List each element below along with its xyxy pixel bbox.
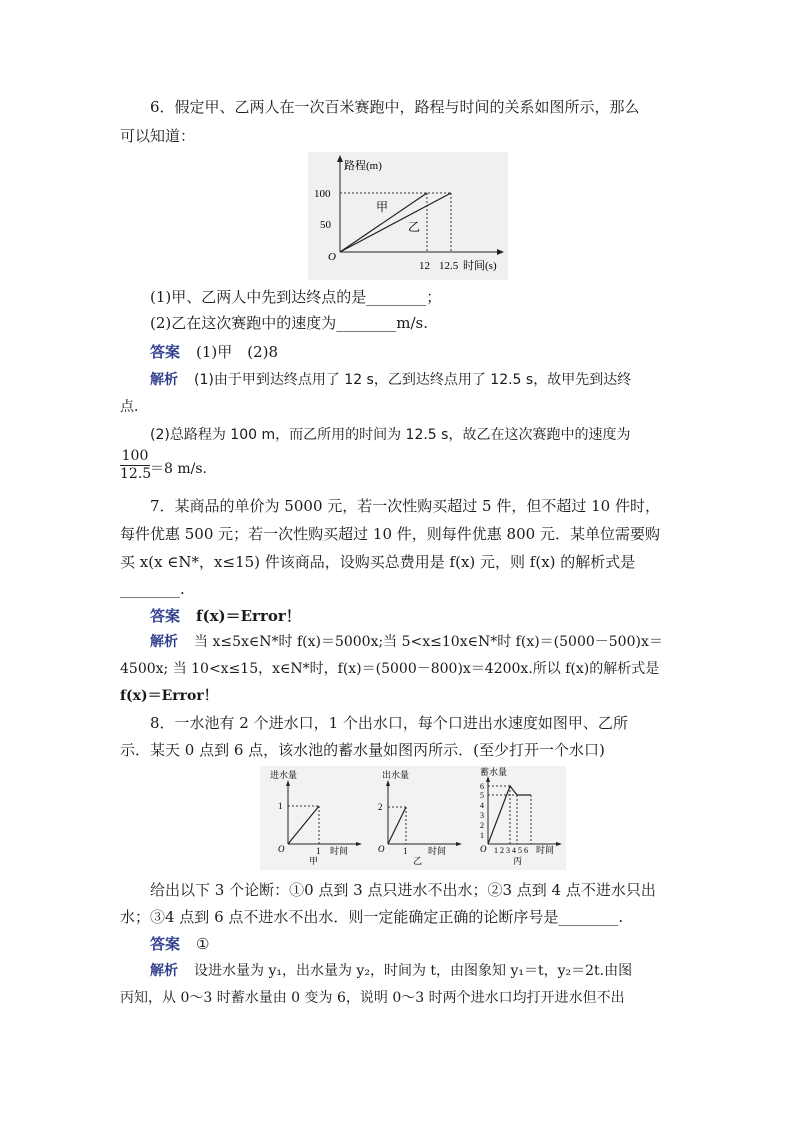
q6-analysis-row1 <box>150 370 631 390</box>
q6-frac-rest: ＝8 m/s. <box>150 461 207 477</box>
q8-bing-ytick-5: 5 <box>480 791 484 800</box>
q6-y-tick-50: 50 <box>320 219 331 231</box>
q6-x-tick-12: 12 <box>419 260 430 272</box>
q6-stem-line2: 可以知道： <box>120 127 196 145</box>
q7-analysis-line1: 当 x≤5x∈N*时 f(x)＝5000x;当 5<x≤10x∈N*时 f(x)＝(5000－500)x＝ <box>194 634 663 650</box>
q8-jia-xlabel: 时间 <box>330 846 349 856</box>
q7-analysis-row1 <box>150 632 663 652</box>
q8-analysis-line2: 丙知，从 0～3 时蓄水量由 0 变为 6，说明 0～3 时两个进水口均打开进水但不出 <box>120 990 625 1006</box>
q8-yi-caption: 乙 <box>413 856 423 866</box>
q6-sub2: (2)乙在这次赛跑中的速度为________m/s. <box>150 314 428 332</box>
q8-bing-caption: 丙 <box>513 856 523 866</box>
q6-graph <box>308 152 508 280</box>
q6-x-tick-12-5: 12.5 <box>439 260 459 272</box>
q8-jia-ytick: 1 <box>278 801 283 811</box>
q8-jia-caption: 甲 <box>309 856 319 866</box>
q6-answer: (1)甲 (2)8 <box>196 343 279 361</box>
q8-text-line1: 给出以下 3 个论断：①0 点到 3 点只进水不出水；②3 点到 4 点不进水只出 <box>150 881 656 899</box>
q6-answer-label: 答案 <box>150 343 181 361</box>
q6-answer-row <box>150 342 278 362</box>
q6-frac-den: 12.5 <box>120 466 152 482</box>
q8-bing-ytick-2: 2 <box>480 821 484 830</box>
q8-stem-line2: 示．某天 0 点到 6 点，该水池的蓄水量如图丙所示．(至少打开一个水口) <box>120 741 605 759</box>
q6-frac-num: 100 <box>121 448 149 464</box>
q8-bing-ytick-4: 4 <box>480 801 484 810</box>
q6-analysis-line2: 点． <box>120 399 148 415</box>
q8-bing-origin: O <box>480 844 487 854</box>
q8-jia-xtick: 1 <box>316 846 321 856</box>
q8-bing-ytick-3: 3 <box>480 811 484 820</box>
q7-line3: 买 x(x ∈N*，x≤15) 件该商品，设购买总费用是 f(x) 元，则 f(x) 的解析式是 <box>120 553 636 571</box>
q7-answer: f(x)＝Error！ <box>196 607 301 625</box>
q7-answer-row <box>150 606 301 626</box>
q8-answer-label: 答案 <box>150 935 181 953</box>
q7-analysis-line3: f(x)＝Error！ <box>120 688 218 704</box>
q6-stem-line1: 6．假定甲、乙两人在一次百米赛跑中，路程与时间的关系如图所示，那么 <box>150 98 640 116</box>
q8-answer: ① <box>196 935 210 953</box>
q8-yi-ylabel: 出水量 <box>382 770 410 780</box>
q8-answer-row <box>150 934 209 954</box>
q7-analysis-label: 解析 <box>150 634 178 650</box>
q8-analysis-label: 解析 <box>150 963 178 979</box>
q8-yi-ytick: 2 <box>378 802 383 812</box>
q8-yi-xlabel: 时间 <box>428 846 447 856</box>
q7-line1: 7．某商品的单价为 5000 元，若一次性购买超过 5 件，但不超过 10 件时， <box>150 497 660 515</box>
q8-bing-ytick-6: 6 <box>480 782 484 791</box>
q6-analysis-line1: (1)由于甲到达终点用了 12 s，乙到达终点用了 12.5 s，故甲先到达终 <box>194 372 632 388</box>
q8-yi-origin: O <box>378 844 385 854</box>
q6-label-jia: 甲 <box>376 200 389 214</box>
q6-sub1: (1)甲、乙两人中先到达终点的是________； <box>150 288 442 306</box>
q8-bing-xlabel: 时间 <box>536 845 555 855</box>
q6-label-yi: 乙 <box>408 220 421 234</box>
q8-jia-ylabel: 进水量 <box>270 770 298 780</box>
q7-analysis-line2: 4500x; 当 10<x≤15，x∈N*时，f(x)＝(5000－800)x＝4200x.所以 f(x)的解析式是 <box>120 661 660 677</box>
q8-analysis-line1: 设进水量为 y₁，出水量为 y₂，时间为 t，由图象知 y₁＝t，y₂＝2t.由图 <box>194 963 633 979</box>
q7-line4: ________. <box>120 580 185 598</box>
q8-stem-line1: 8．一水池有 2 个进水口，1 个出水口，每个口进出水速度如图甲、乙所 <box>150 714 628 732</box>
q8-graphs <box>260 766 566 870</box>
q8-text-line2: 水；③4 点到 6 点不进水不出水．则一定能确定正确的论断序号是________. <box>120 908 624 926</box>
q8-bing-ytick-1: 1 <box>480 831 484 840</box>
q8-bing-ylabel: 蓄水量 <box>480 767 508 777</box>
q8-yi-xtick: 1 <box>403 846 408 856</box>
q6-y-tick-100: 100 <box>314 188 331 200</box>
q8-analysis-row1 <box>150 961 632 981</box>
q6-fraction <box>120 448 150 483</box>
q6-origin: O <box>328 251 336 263</box>
q8-bing-xticks: 1 2 3 4 5 6 <box>494 846 528 855</box>
q6-y-label: 路程(m) <box>344 160 382 172</box>
q6-x-label: 时间(s) <box>463 260 497 272</box>
q6-analysis-line3: (2)总路程为 100 m，而乙所用的时间为 12.5 s，故乙在这次赛跑中的速度为 <box>150 427 631 443</box>
q8-jia-origin: O <box>278 844 285 854</box>
q7-line2: 每件优惠 500 元；若一次性购买超过 10 件，则每件优惠 800 元．某单位需要购 <box>120 525 660 543</box>
q6-analysis-label: 解析 <box>150 372 178 388</box>
q7-answer-label: 答案 <box>150 607 181 625</box>
